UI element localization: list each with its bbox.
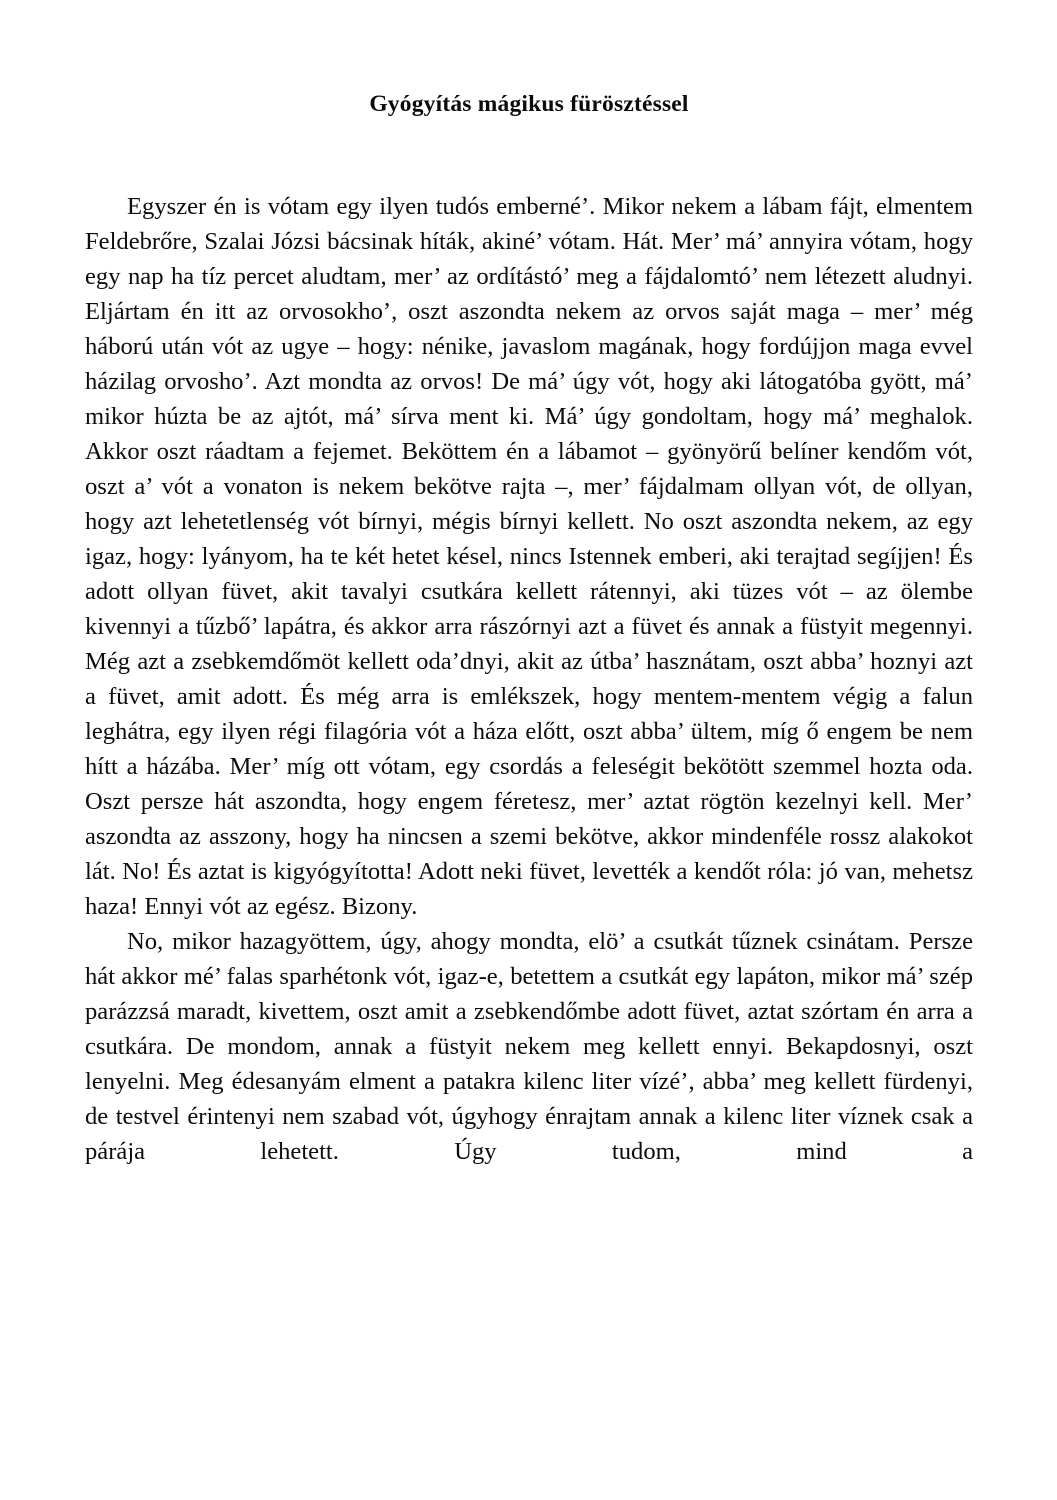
paragraph-1	[85, 189, 973, 924]
paragraph-2-text: No, mikor hazagyöttem, úgy, ahogy mondta, elö’ a csutkát tűznek csinátam. Persze hát akkor mé’ falas sparhétonk vót, igaz-e, betettem a csutkát egy lapáton, mikor má’ szép parázzsá maradt, kivettem, oszt amit a zsebkendőmbe adott füvet, aztat szórtam én arra a csutkára. De mondom, annak a füstyit nekem meg kellett ennyi. Bekapdosnyi, oszt lenyelni. Meg édesanyám elment a patakra kilenc liter vízé’, abba’ meg kellett fürdenyi, de testvel érintenyi nem szabad vót, úgyhogy énrajtam annak a kilenc liter víznek csak a párája lehetett. Úgy tudom, mind a	[85, 927, 973, 1165]
page-content	[85, 0, 973, 1204]
paragraph-1-text: Egyszer én is vótam egy ilyen tudós emberné’. Mikor nekem a lábam fájt, elmentem Feldebrőre, Szalai Józsi bácsinak híták, akiné’ vótam. Hát. Mer’ má’ annyira vótam, hogy egy nap ha tíz percet aludtam, mer’ az ordítástó’ meg a fájdalomtó’ nem létezett aludnyi. Eljártam én itt az orvosokho’, oszt aszondta nekem az orvos saját maga – mer’ még háború után vót az ugye – hogy: nénike, javaslom magának, hogy fordújjon maga evvel házilag orvosho’. Azt mondta az orvos! De má’ úgy vót, hogy aki látogatóba gyött, má’ mikor húzta be az ajtót, má’ sírva ment ki. Má’ úgy gondoltam, hogy má’ meghalok. Akkor oszt ráadtam a fejemet. Beköttem én a lábamot – gyönyörű belíner kendőm vót, oszt a’ vót a vonaton is nekem bekötve rajta –, mer’ fájdalmam ollyan vót, de ollyan, hogy azt lehetetlenség vót bírnyi, mégis bírnyi kellett. No oszt aszondta nekem, az egy igaz, hogy: lyányom, ha te két hetet késel, nincs Istennek emberi, aki terajtad segíjjen! És adott ollyan füvet, akit tavalyi csutkára kellett rátennyi, aki tüzes vót – az ölembe kivennyi a tűzbő’ lapátra, és akkor arra rászórnyi azt a füvet és annak a füstyit megennyi. Még azt a zsebkemdőmöt kellett oda’dnyi, akit az útba’ hasznátam, oszt abba’ hoznyi azt a füvet, amit adott. És még arra is emlékszek, hogy mentem-mentem végig a falun leghátra, egy ilyen régi filagória vót a háza előtt, oszt abba’ ültem, míg ő engem be nem hítt a házába. Mer’ míg ott vótam, egy csordás a feleségit bekötött szemmel hozta oda. Oszt persze hát aszondta, hogy engem féretesz, mer’ aztat rögtön kezelnyi kell. Mer’ aszondta az asszony, hogy ha nincsen a szemi bekötve, akkor mindenféle rossz alakokot lát. No! És aztat is kigyógyította! Adott neki füvet, levették a kendőt róla: jó van, mehetsz haza! Ennyi vót az egész. Bizony.	[85, 192, 973, 920]
paragraph-2	[85, 924, 973, 1204]
page-title: Gyógyítás mágikus fürösztéssel	[369, 91, 689, 117]
